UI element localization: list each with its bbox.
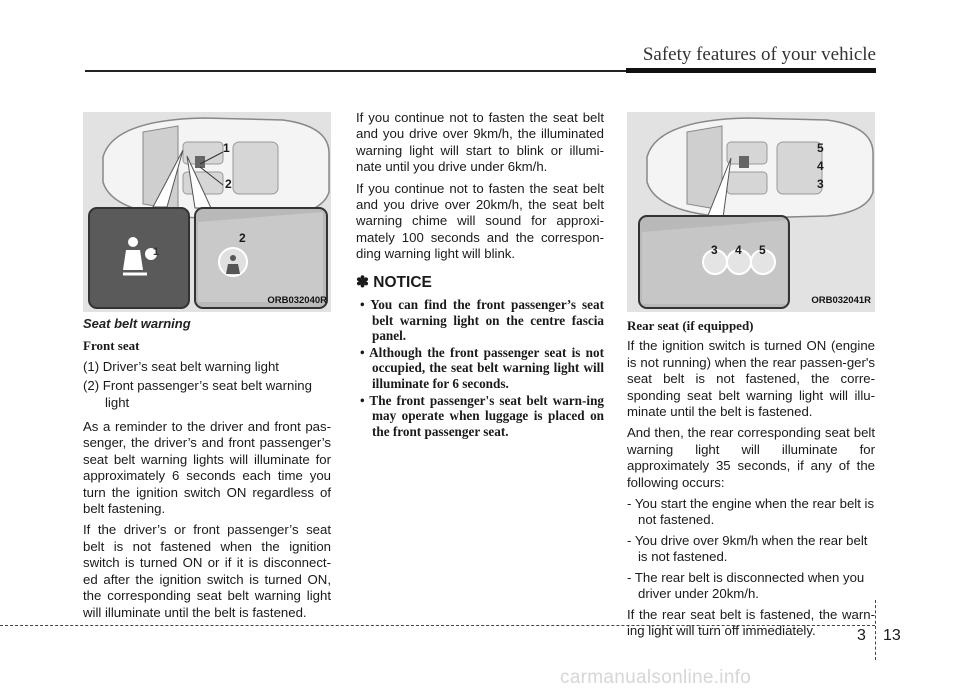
passenger-warning-light-icon	[219, 248, 247, 276]
notice-item: • You can find the front passenger’s seat belt warning light on the centre fascia panel.	[360, 297, 604, 344]
page-header-title: Safety features of your vehicle	[642, 44, 876, 65]
callout-5: 5	[817, 141, 824, 155]
callout-3: 3	[817, 177, 824, 191]
chapter-number: 3	[857, 627, 866, 644]
list-item: - You start the engine when the rear belt is not fastened.	[627, 496, 875, 528]
right-column	[627, 112, 875, 644]
inset-label-2: 2	[239, 231, 246, 245]
list-item: - The rear belt is disconnected when you driver under 20km/h.	[627, 569, 865, 602]
callout-4: 4	[817, 159, 824, 173]
section-heading: Front seat	[83, 338, 140, 354]
paragraph: If the rear seat belt is fastened, the warn-ing light will turn off immediately.	[627, 606, 875, 638]
left-column	[83, 112, 331, 626]
paragraph: If you continue not to fasten the seat belt and you drive over 20km/h, the seat belt warning chime will sound for approxi-mately 100 seconds and the correspon-ding warning light will blink.	[356, 180, 604, 262]
notice-item: • Although the front passenger seat is not occupied, the seat belt warning light will illuminate for 6 seconds.	[360, 344, 604, 392]
figure-code: ORB032040R	[267, 294, 327, 306]
footer-divider	[875, 600, 876, 660]
list-item: - You drive over 9km/h when the rear belt is not fastened.	[627, 532, 868, 565]
figure-code: ORB032041R	[811, 294, 871, 306]
inset-label-1: 1	[153, 246, 160, 258]
header-rule-accent	[626, 68, 876, 73]
paragraph: If the ignition switch is turned ON (engine is not running) when the rear passen-ger's seat belt is not fastened, the corre-sponding seat belt warning light will illu-minate until the belt is fastened.	[627, 338, 875, 420]
watermark: carmanualsonline.info	[560, 667, 752, 688]
car-topview-illustration	[627, 112, 875, 312]
rear-seat-figure	[627, 112, 875, 312]
notice-title: ✽ NOTICE	[356, 273, 432, 291]
section-subtitle: Seat belt warning	[83, 316, 191, 331]
paragraph: As a reminder to the driver and front pas-senger, the driver’s and front passenger’s seat belt warning lights will illuminate for approximately 6 seconds each time you turn the ignition switch ON regardless of belt fastening.	[83, 419, 331, 517]
inset-label-3: 3	[711, 243, 718, 257]
car-body-icon	[103, 118, 329, 218]
paragraph: If you continue not to fasten the seat belt and you drive over 9km/h, the illuminated warning light will start to blink or illumi-nate until you drive under 6km/h.	[356, 110, 604, 175]
section-heading: Rear seat (if equipped)	[627, 318, 754, 333]
list-item: (1) Driver’s seat belt warning light	[83, 358, 279, 374]
page-number: 13	[883, 627, 901, 644]
footer-rule	[0, 625, 875, 626]
callout-1: 1	[223, 141, 230, 155]
paragraph: If the driver’s or front passenger’s seat belt is not fastened when the ignition switch is turned ON or if it is disconnect-ed after the ignition switch is turned ON, the corresponding seat belt warning light will illuminate until the belt is fastened.	[83, 522, 331, 620]
middle-column	[356, 110, 604, 440]
callout-2: 2	[225, 177, 232, 191]
paragraph: And then, the rear corresponding seat belt warning light will illuminate for approximately 35 seconds, if any of the following occurs:	[627, 425, 875, 490]
list-item: (2) Front passenger’s seat belt warning light	[83, 378, 312, 410]
car-topview-illustration	[83, 112, 331, 312]
car-body-icon	[647, 118, 873, 218]
front-seat-figure	[83, 112, 331, 312]
inset-label-4: 4	[735, 243, 742, 257]
inset-label-5: 5	[759, 243, 766, 257]
notice-item: • The front passenger's seat belt warn-ing may operate when luggage is placed on the front passenger seat.	[360, 392, 604, 439]
